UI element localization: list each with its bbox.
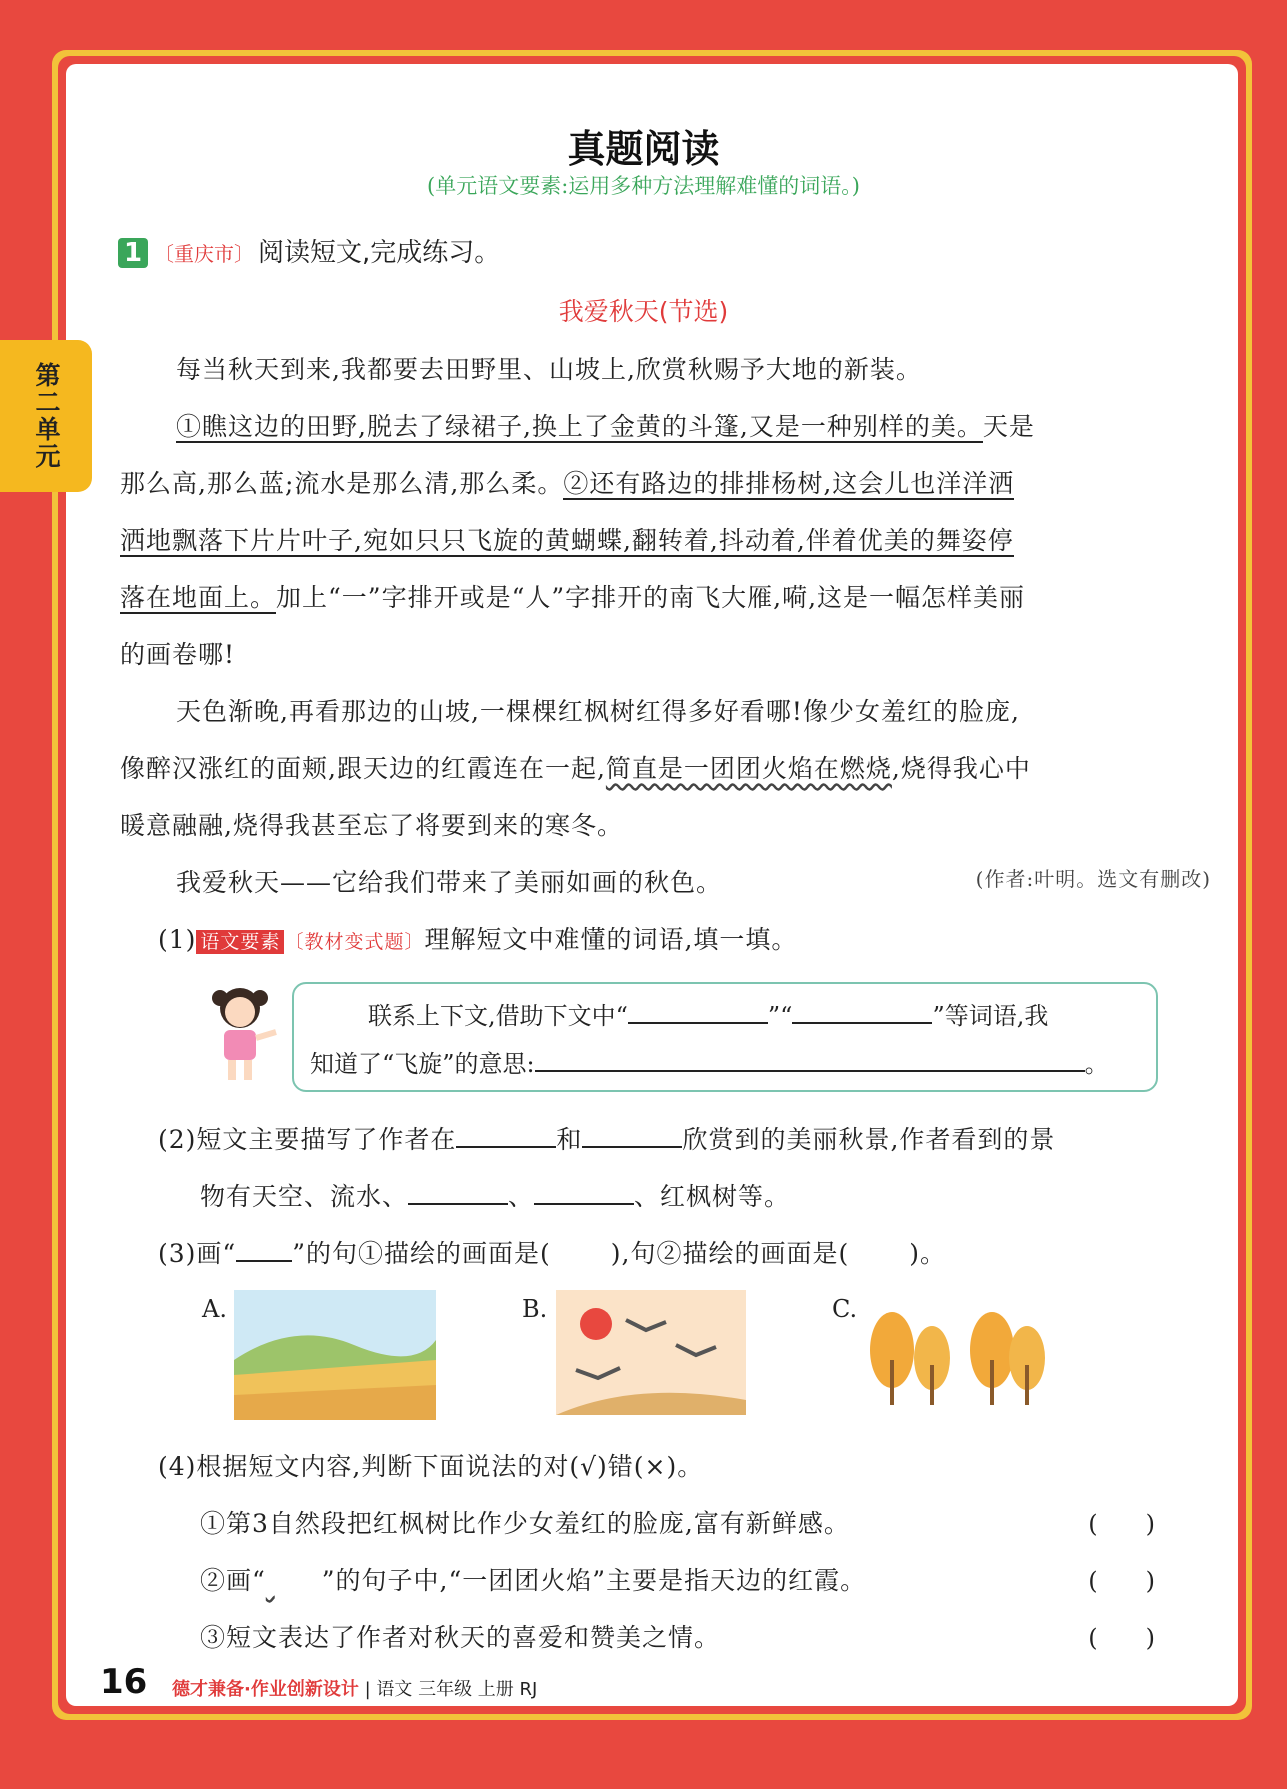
- answer-blank[interactable]: [408, 1203, 508, 1205]
- tag-textbook-variant: 〔教材变式题〕: [284, 931, 425, 953]
- answer-paren[interactable]: ( ): [1088, 1624, 1155, 1652]
- passage-line: 落在地面上。加上“一”字排开或是“人”字排开的南飞大雁,嗬,这是一幅怎样美丽: [120, 583, 1026, 612]
- option-c-label: C.: [832, 1295, 858, 1323]
- question-heading: [118, 232, 500, 269]
- question-source: 〔重庆市〕: [154, 242, 254, 266]
- unit-side-tab: 第二单元: [0, 340, 92, 492]
- page-subtitle: (单元语文要素:运用多种方法理解难懂的词语。): [427, 174, 860, 198]
- answer-blank[interactable]: [582, 1146, 682, 1148]
- option-b-geese-image[interactable]: [556, 1290, 746, 1415]
- hint-bubble: 联系上下文,借助下文中“ ”“ ”等词语,我 知道了“飞旋”的意思: 。: [292, 982, 1158, 1092]
- page-number: 16: [100, 1662, 148, 1702]
- option-a-label: A.: [202, 1295, 227, 1323]
- page-title: 真题阅读: [567, 127, 720, 171]
- question-2: (2)短文主要描写了作者在 和 欣赏到的美丽秋景,作者看到的景: [158, 1125, 1056, 1154]
- footer-info: 德才兼备·作业创新设计 | 语文 三年级 上册 RJ: [172, 1679, 538, 1700]
- option-a-field-image[interactable]: [234, 1290, 436, 1420]
- passage-author: (作者:叶明。选文有删改): [975, 867, 1211, 891]
- question-1: (1) 语文要素 〔教材变式题〕理解短文中难懂的词语,填一填。: [158, 925, 798, 954]
- question-4: (4)根据短文内容,判断下面说法的对(√)错(×)。: [158, 1452, 704, 1481]
- question-2-cont: 物有天空、流水、 、 、红枫树等。: [200, 1182, 791, 1211]
- passage-line: 像醉汉涨红的面颊,跟天边的红霞连在一起,简直是一团团火焰在燃烧,烧得我心中: [120, 754, 1031, 783]
- underlined-sentence-1: ①瞧这边的田野,脱去了绿裙子,换上了金黄的斗篷,又是一种别样的美。: [176, 412, 983, 441]
- answer-blank[interactable]: [792, 1022, 932, 1024]
- answer-blank[interactable]: [628, 1022, 768, 1024]
- girl-illustration: [198, 980, 282, 1084]
- passage-line: 天色渐晚,再看那边的山坡,一棵棵红枫树红得多好看哪!像少女羞红的脸庞,: [176, 697, 1020, 726]
- passage-line: 我爱秋天——它给我们带来了美丽如画的秋色。 (作者:叶明。选文有删改): [120, 863, 1211, 899]
- answer-blank[interactable]: [534, 1203, 634, 1205]
- passage-line: ①瞧这边的田野,脱去了绿裙子,换上了金黄的斗篷,又是一种别样的美。天是: [176, 412, 1035, 441]
- passage-line: 的画卷哪!: [120, 640, 236, 669]
- question-number: 1: [118, 238, 148, 268]
- question-3: (3)画“ ”的句①描绘的画面是( ),句②描绘的画面是( )。: [158, 1239, 946, 1268]
- answer-blank[interactable]: [535, 1070, 1085, 1072]
- statement-2: ②画“ ”的句子中,“一团团火焰”主要是指天边的红霞。: [200, 1566, 867, 1595]
- statement-3: ③短文表达了作者对秋天的喜爱和赞美之情。: [200, 1623, 721, 1652]
- question-instruction: 阅读短文,完成练习。: [258, 238, 501, 268]
- statement-1: ①第3自然段把红枫树比作少女羞红的脸庞,富有新鲜感。: [200, 1509, 850, 1538]
- answer-paren[interactable]: ( ): [1088, 1567, 1155, 1595]
- passage-title: 我爱秋天(节选): [558, 297, 729, 326]
- answer-blank[interactable]: [456, 1146, 556, 1148]
- passage-line: 那么高,那么蓝;流水是那么清,那么柔。②还有路边的排排杨树,这会儿也洋洋洒: [120, 469, 1015, 498]
- answer-paren[interactable]: ( ): [1088, 1510, 1155, 1538]
- passage-line: 每当秋天到来,我都要去田野里、山坡上,欣赏秋赐予大地的新装。: [176, 355, 922, 384]
- underlined-sentence-2: ②还有路边的排排杨树,这会儿也洋洋洒: [563, 469, 1015, 498]
- option-b-label: B.: [522, 1295, 548, 1323]
- tag-language-element: 语文要素: [196, 930, 284, 954]
- passage-line: 洒地飘落下片片叶子,宛如只只飞旋的黄蝴蝶,翻转着,抖动着,伴着优美的舞姿停: [120, 526, 1014, 555]
- option-c-trees-image[interactable]: [862, 1290, 1052, 1415]
- wavy-underlined-phrase: 简直是一团团火焰在燃烧: [605, 754, 892, 783]
- passage-line: 暖意融融,烧得我甚至忘了将要到来的寒冬。: [120, 811, 623, 840]
